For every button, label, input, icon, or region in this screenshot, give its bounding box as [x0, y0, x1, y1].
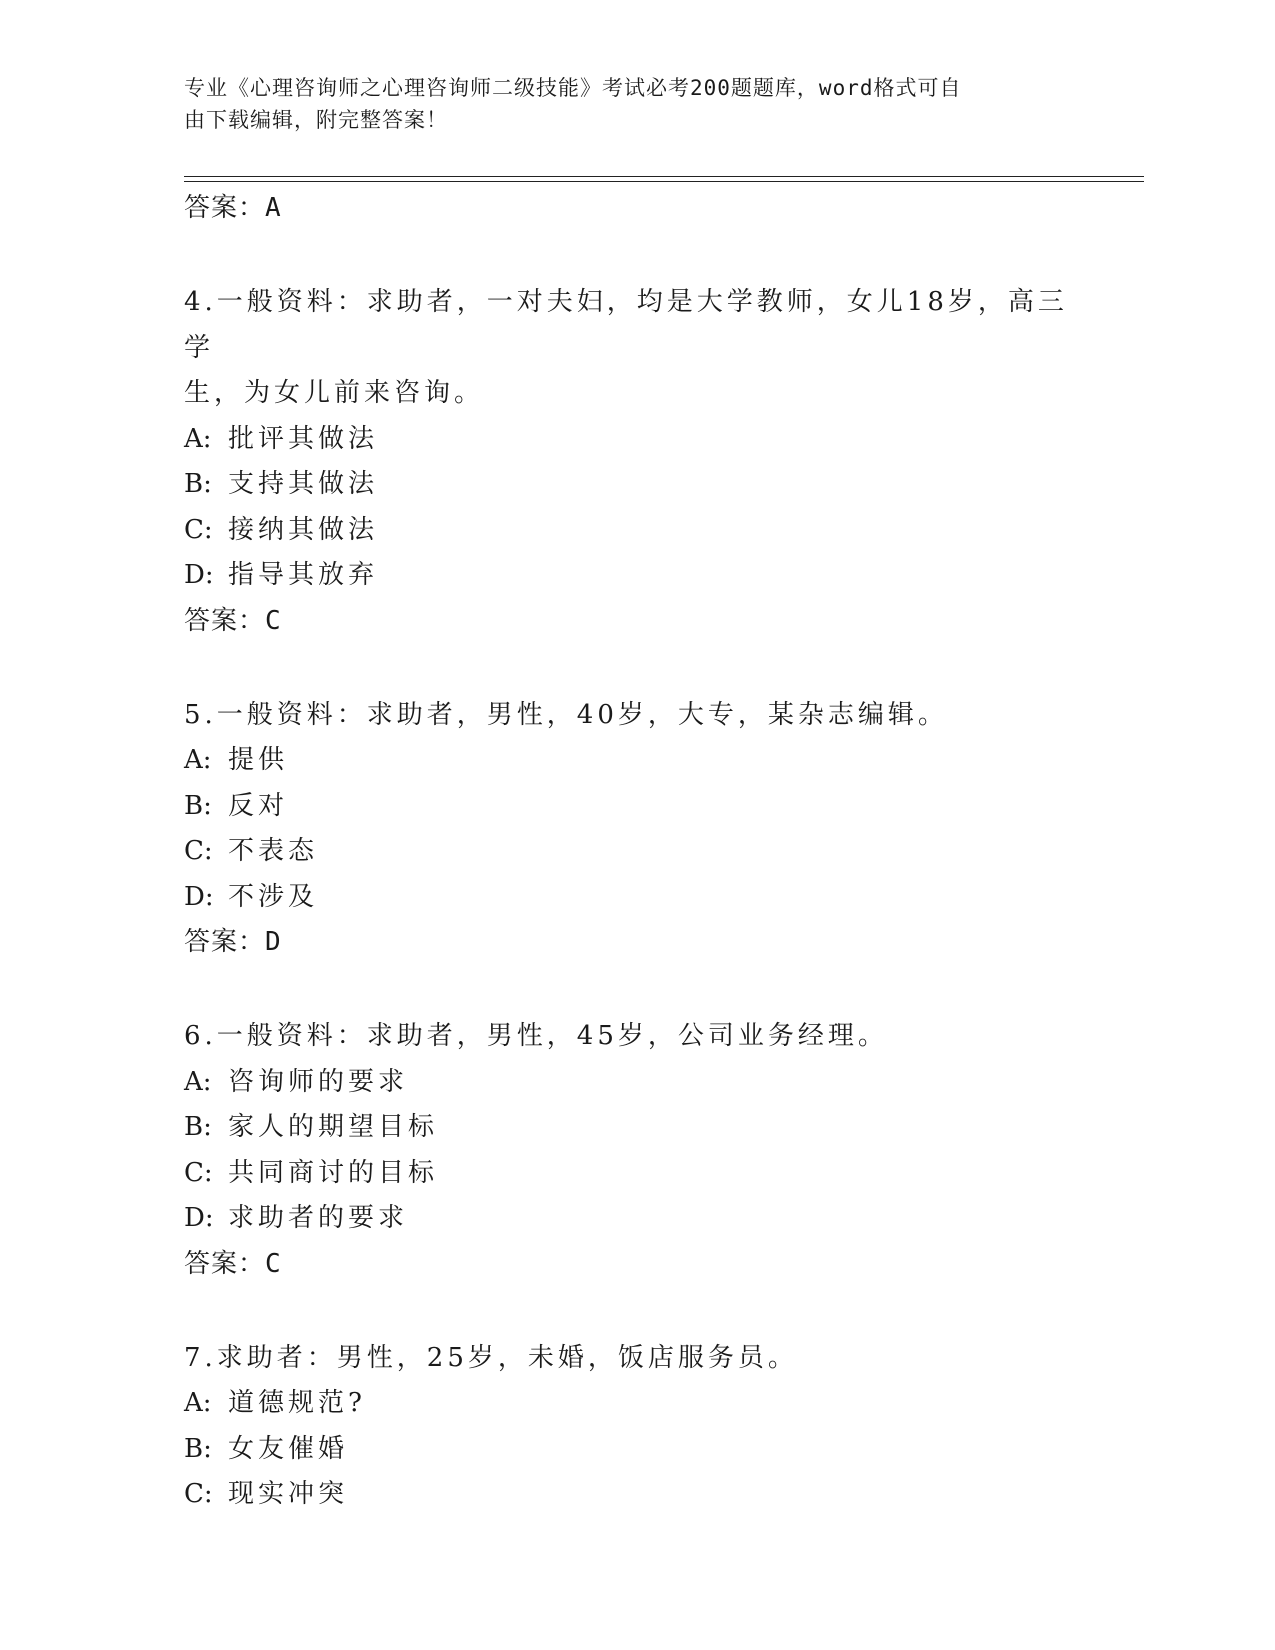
option-text: 批评其做法: [228, 423, 379, 454]
option-text: 女友催婚: [228, 1433, 349, 1464]
header-divider-top: [184, 176, 1144, 177]
question-6: [184, 1014, 1084, 1287]
document-body: [184, 186, 1084, 1518]
header-divider-bottom: [184, 181, 1144, 182]
option-c: [184, 1472, 1084, 1518]
option-text: 接纳其做法: [228, 514, 379, 545]
option-a: [184, 1381, 1084, 1427]
option-text: 不涉及: [228, 881, 319, 912]
question-7: [184, 1336, 1084, 1518]
option-b: [184, 784, 1084, 830]
option-d: [184, 1196, 1084, 1242]
option-letter: C:: [184, 1479, 213, 1509]
option-text: 咨询师的要求: [228, 1066, 409, 1097]
option-letter: D:: [184, 881, 214, 912]
question-stem-line: 6.一般资料：求助者，男性，45岁，公司业务经理。: [184, 1021, 888, 1051]
question-4: [184, 280, 1084, 644]
option-text: 现实冲突: [228, 1479, 349, 1509]
option-text: 共同商讨的目标: [228, 1157, 439, 1188]
option-letter: A:: [184, 423, 212, 454]
question-5: [184, 693, 1084, 966]
question-stem-line: 4.一般资料：求助者，一对夫妇，均是大学教师，女儿18岁，高三学: [184, 287, 1068, 363]
option-letter: A:: [184, 1388, 212, 1418]
option-d: [184, 553, 1084, 599]
answer-line: 答案：C: [184, 1248, 282, 1279]
question-stem-line: 生，为女儿前来咨询。: [184, 378, 485, 408]
option-letter: C:: [184, 514, 213, 545]
header-line-1: 专业《心理咨询师之心理咨询师二级技能》考试必考200题题库，word格式可自: [184, 76, 962, 100]
option-letter: A:: [184, 745, 212, 775]
option-a: [184, 417, 1084, 463]
option-text: 求助者的要求: [228, 1203, 409, 1233]
option-d: [184, 875, 1084, 921]
option-letter: C:: [184, 836, 213, 866]
option-c: [184, 1151, 1084, 1197]
answer-line: 答案：D: [184, 927, 282, 957]
option-b: [184, 1105, 1084, 1151]
option-letter: A:: [184, 1066, 212, 1097]
answer-line: 答案：A: [184, 193, 282, 223]
option-b: [184, 462, 1084, 508]
option-text: 提供: [228, 745, 289, 775]
option-c: [184, 829, 1084, 875]
option-text: 指导其放弃: [228, 560, 379, 590]
header-line-2: 由下载编辑，附完整答案！: [184, 108, 448, 132]
option-a: [184, 1060, 1084, 1106]
option-text: 支持其做法: [228, 469, 379, 499]
option-letter: C:: [184, 1157, 213, 1188]
option-letter: D:: [184, 560, 214, 590]
option-letter: D:: [184, 1203, 214, 1233]
document-header: [184, 72, 1064, 136]
option-text: 道德规范?: [228, 1388, 366, 1418]
option-a: [184, 738, 1084, 784]
option-text: 反对: [228, 790, 289, 821]
option-letter: B:: [184, 1112, 212, 1142]
question-stem-line: 5.一般资料：求助者，男性，40岁，大专，某杂志编辑。: [184, 699, 948, 730]
option-b: [184, 1427, 1084, 1473]
option-letter: B:: [184, 469, 212, 499]
option-c: [184, 508, 1084, 554]
option-text: 家人的期望目标: [228, 1112, 439, 1142]
question-stem-line: 7.求助者：男性，25岁，未婚，饭店服务员。: [184, 1342, 798, 1373]
option-letter: B:: [184, 790, 212, 821]
option-letter: B:: [184, 1433, 212, 1464]
option-text: 不表态: [228, 836, 319, 866]
answer-line: 答案：C: [184, 605, 282, 636]
